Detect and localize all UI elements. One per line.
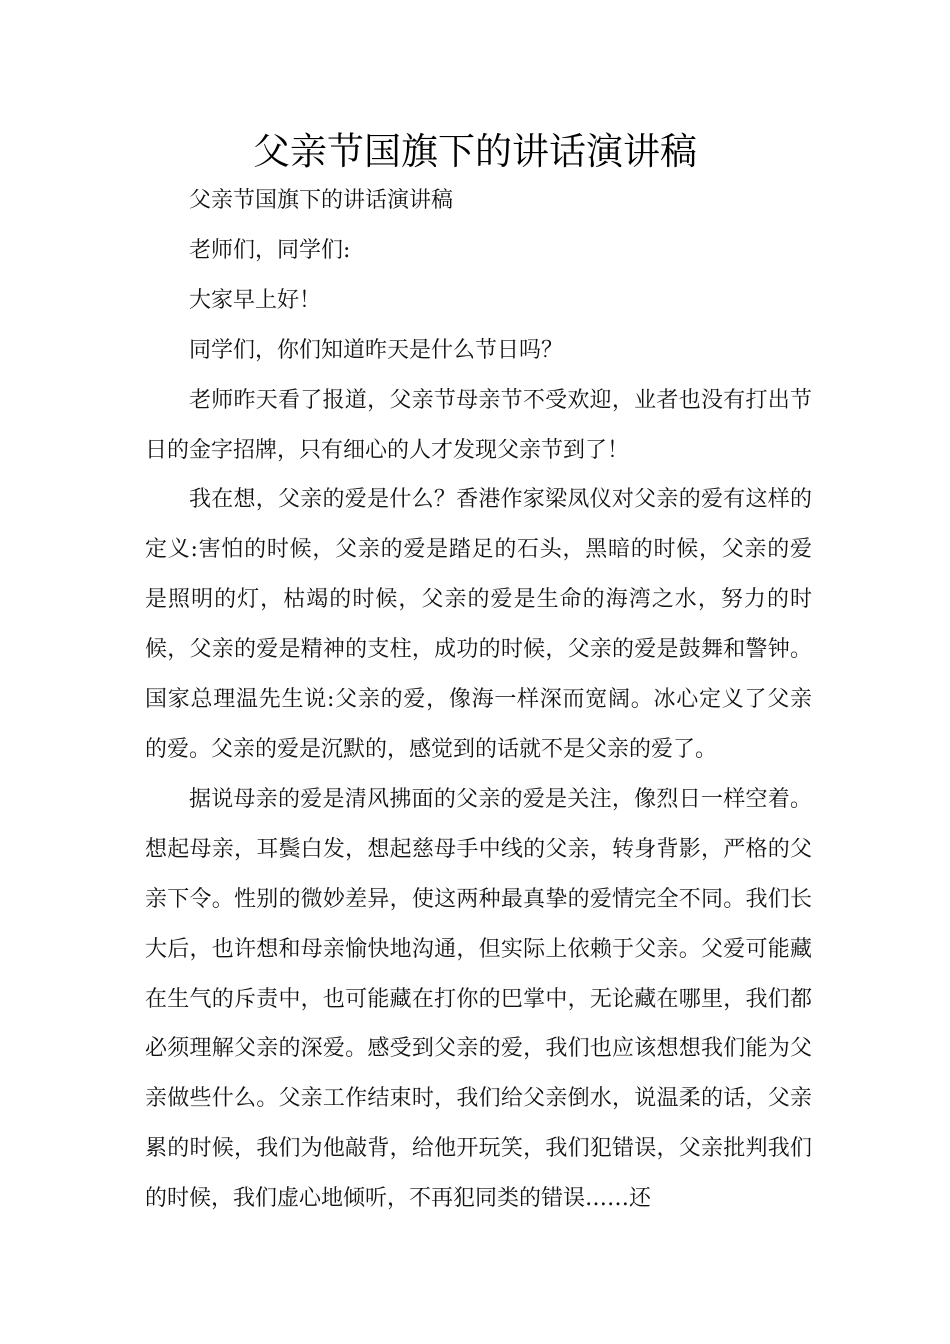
document-title: 父亲节国旗下的讲话演讲稿 <box>253 130 697 173</box>
paragraph-subtitle: 父亲节国旗下的讲话演讲稿 <box>189 188 454 213</box>
paragraph-definition: 我在想，父亲的爱是什么？香港作家梁凤仪对父亲的爱有这样的定义:害怕的时候，父亲的爱是踏足的石头，黑暗的时候，父亲的爱是照明的灯，枯竭的时候，父亲的爱是生命的海湾之水，努力的时候，父亲的爱是精神的支柱，成功的时候，父亲的爱是鼓舞和警钟。国家总理温先生说:父亲的爱，像海一样深而宽阔。冰心定义了父亲的爱。父亲的爱是沉默的，感觉到的话就不是父亲的爱了。 <box>145 487 812 762</box>
document-body <box>145 176 812 1224</box>
paragraph-salutation: 老师们，同学们: <box>189 237 351 263</box>
paragraph-greeting: 大家早上好！ <box>189 287 322 313</box>
paragraph-comparison: 据说母亲的爱是清风拂面的父亲的爱是关注，像烈日一样空着。想起母亲，耳鬓白发，想起慈母手中线的父亲，转身背影，严格的父亲下令。性别的微妙差异，使这两种最真挚的爱情完全不同。我们长大后，也许想和母亲愉快地沟通，但实际上依赖于父亲。父爱可能藏在生气的斥责中，也可能藏在打你的巴掌中，无论藏在哪里，我们都必须理解父亲的深爱。感受到父亲的爱，我们也应该想想我们能为父亲做些什么。父亲工作结束时，我们给父亲倒水，说温柔的话，父亲累的时候，我们为他敲背，给他开玩笑，我们犯错误，父亲批判我们的时候，我们虚心地倾听，不再犯同类的错误……还 <box>145 786 812 1212</box>
paragraph-question: 同学们，你们知道昨天是什么节日吗？ <box>189 337 564 363</box>
paragraph-report: 老师昨天看了报道，父亲节母亲节不受欢迎，业者也没有打出节日的金字招牌，只有细心的人才发现父亲节到了！ <box>145 387 812 463</box>
